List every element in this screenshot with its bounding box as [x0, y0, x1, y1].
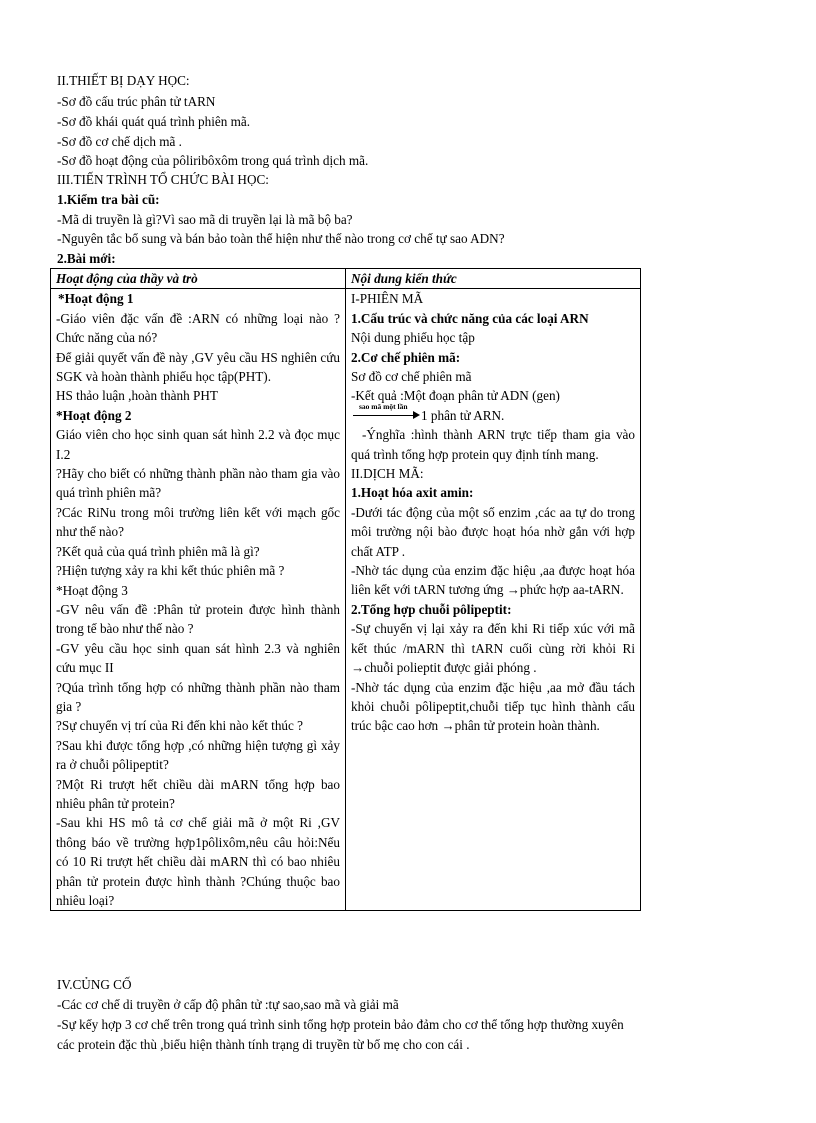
- new-lesson-heading: 2.Bài mới:: [57, 251, 116, 266]
- equipment-item: -Sơ đồ khái quát quá trình phiên mã.: [57, 114, 251, 129]
- activity-text: ?Hiện tượng xảy ra khi kết thúc phiên mã ?: [56, 563, 285, 579]
- section-transcription-title: I-PHIÊN MÃ: [351, 291, 424, 307]
- content-cell: [346, 289, 641, 911]
- transcription-arrow-line: [351, 401, 635, 425]
- content-text: -Nhờ tác dụng của enzim đặc hiệu ,aa được hoạt hóa liên kết với tARN tương ứng →phức hợp aa-tARN.: [351, 563, 635, 598]
- activity-text: Giáo viên cho học sinh quan sát hình 2.2 và đọc mục I.2: [56, 427, 340, 462]
- activity-1-heading: *Hoạt động 1: [58, 291, 134, 307]
- activity-text: ?Một Ri trượt hết chiều dài mARN tổng hợp bao nhiêu phân tử protein?: [56, 776, 340, 811]
- rna-structure-heading: 1.Cấu trúc và chức năng của các loại ARN: [351, 310, 589, 326]
- activity-text: ?Hãy cho biết có những thành phần nào tham gia vào quá trình phiên mã?: [56, 466, 340, 501]
- activity-text: -GV yêu cầu học sinh quan sát hình 2.3 và nghiên cứu mục II: [56, 640, 340, 676]
- activity-2-heading: *Hoạt động 2: [56, 407, 132, 423]
- activity-text: ?Sự chuyển vị trí của Ri đến khi nào kết thúc ?: [56, 718, 304, 734]
- activity-text: ?Kết quả của quá trình phiên mã là gì?: [56, 543, 260, 559]
- activity-text: HS thảo luận ,hoàn thành PHT: [56, 388, 218, 404]
- review-question: -Nguyên tắc bổ sung và bán bảo toàn thể hiện như thế nào trong cơ chế tự sao ADN?: [57, 231, 505, 246]
- column-header-content: Nội dung kiến thức: [346, 269, 641, 289]
- equipment-item: -Sơ đồ hoạt động của pôliribôxôm trong quá trình dịch mã.: [57, 153, 369, 168]
- equipment-item: -Sơ đồ cơ chế dịch mã .: [57, 134, 182, 149]
- old-lesson-check-heading: 1.Kiểm tra bài cũ:: [57, 192, 160, 207]
- polypeptide-synthesis-heading: 2.Tổng hợp chuỗi pôlipeptit:: [351, 601, 512, 617]
- consolidation-text: -Các cơ chế di truyền ở cấp độ phân tử :tự sao,sao mã và giải mã: [57, 997, 399, 1012]
- transcription-mechanism-heading: 2.Cơ chế phiên mã:: [351, 349, 461, 365]
- content-text: -Kết quả :Một đoạn phân tử ADN (gen): [351, 388, 560, 404]
- activity-text: -Sau khi HS mô tả cơ chế giải mã ở một Ri ,GV thông báo về trường hợp1pôlixôm,nêu câu hỏi:Nếu có 10 Ri trượt hết chiều dài mARN thì có bao nhiêu phân tử protein được hình thành ?Chúng thuộc bao nhiêu loại?: [56, 815, 340, 908]
- content-text: -Sự chuyển vị lại xảy ra đến khi Ri tiếp xúc với mã kết thúc /mARN thì tARN cuối cùng rời khỏi Ri →chuỗi polieptit được giải phóng .: [351, 621, 635, 676]
- arrow-shaft: [353, 415, 415, 416]
- activity-text: ?Các RiNu trong môi trường liên kết với mạch gốc như thế nào?: [56, 504, 340, 540]
- consolidation-text: các protein đặc thù ,biểu hiện thành tính trạng di truyền từ bố mẹ cho con cái .: [57, 1037, 470, 1052]
- equipment-item: -Sơ đồ cấu trúc phân tử tARN: [57, 94, 216, 109]
- section-translation-title: II.DỊCH MÃ:: [351, 466, 424, 482]
- section-equipment-title: II.THIẾT BỊ DẠY HỌC:: [57, 73, 190, 88]
- activities-cell: [51, 289, 346, 911]
- right-arrow-icon: [413, 411, 420, 419]
- section-procedure-title: III.TIẾN TRÌNH TỔ CHỨC BÀI HỌC:: [57, 172, 269, 187]
- content-text: Nội dung phiếu học tập: [351, 330, 475, 346]
- table-body-row: [51, 289, 641, 911]
- table-header-row: [51, 269, 641, 289]
- consolidation-text: -Sự kếy hợp 3 cơ chế trên trong quá trình sinh tổng hợp protein bảo đảm cho cơ thể tổng hợp thường xuyên: [57, 1017, 624, 1032]
- arrow-annotation: sao mã một lần: [359, 401, 408, 411]
- activity-text: Để giải quyết vấn đề này ,GV yêu cầu HS nghiên cứu SGK và hoàn thành phiếu học tập(PHT).: [56, 349, 340, 385]
- activity-text: ?Sau khi được tổng hợp ,có những hiện tượng gì xảy ra ở chuỗi pôlipeptit?: [56, 737, 340, 773]
- activity-3-heading: *Hoạt động 3: [56, 582, 128, 598]
- content-text: 1 phân tử ARN.: [421, 407, 505, 423]
- activity-text: -GV nêu vấn đề :Phân tử protein được hình thành trong tế bào như thế nào ?: [56, 601, 340, 637]
- content-text: -Dưới tác động của một số enzim ,các aa tự do trong môi trường nội bào được hoạt hóa nhờ gắn với hợp chất ATP .: [351, 504, 635, 559]
- content-text: -Ýnghĩa :hình thành ARN trực tiếp tham gia vào quá trình tổng hợp protein quy định tính mang.: [351, 427, 639, 462]
- content-text: Sơ đồ cơ chế phiên mã: [351, 369, 472, 385]
- activity-text: ?Qúa trình tổng hợp có những thành phần nào tham gia ?: [56, 679, 340, 714]
- lesson-table: [50, 268, 641, 911]
- column-header-activities: Hoạt động của thầy và trò: [51, 269, 346, 289]
- activity-text: -Giáo viên đặc vấn đề :ARN có những loại nào ?Chức năng của nó?: [56, 310, 340, 346]
- section-consolidation-title: IV.CỦNG CỐ: [57, 977, 132, 992]
- content-text: -Nhờ tác dụng của enzim đặc hiệu ,aa mở đầu tách khỏi chuỗi pôlipeptit,chuỗi tiếp tục hình thành cấu trúc bậc cao hơn →phân tử protein hoàn thành.: [351, 679, 635, 734]
- review-question: -Mã di truyền là gì?Vì sao mã di truyền lại là mã bộ ba?: [57, 212, 353, 227]
- amino-acid-activation-heading: 1.Hoạt hóa axit amin:: [351, 485, 474, 501]
